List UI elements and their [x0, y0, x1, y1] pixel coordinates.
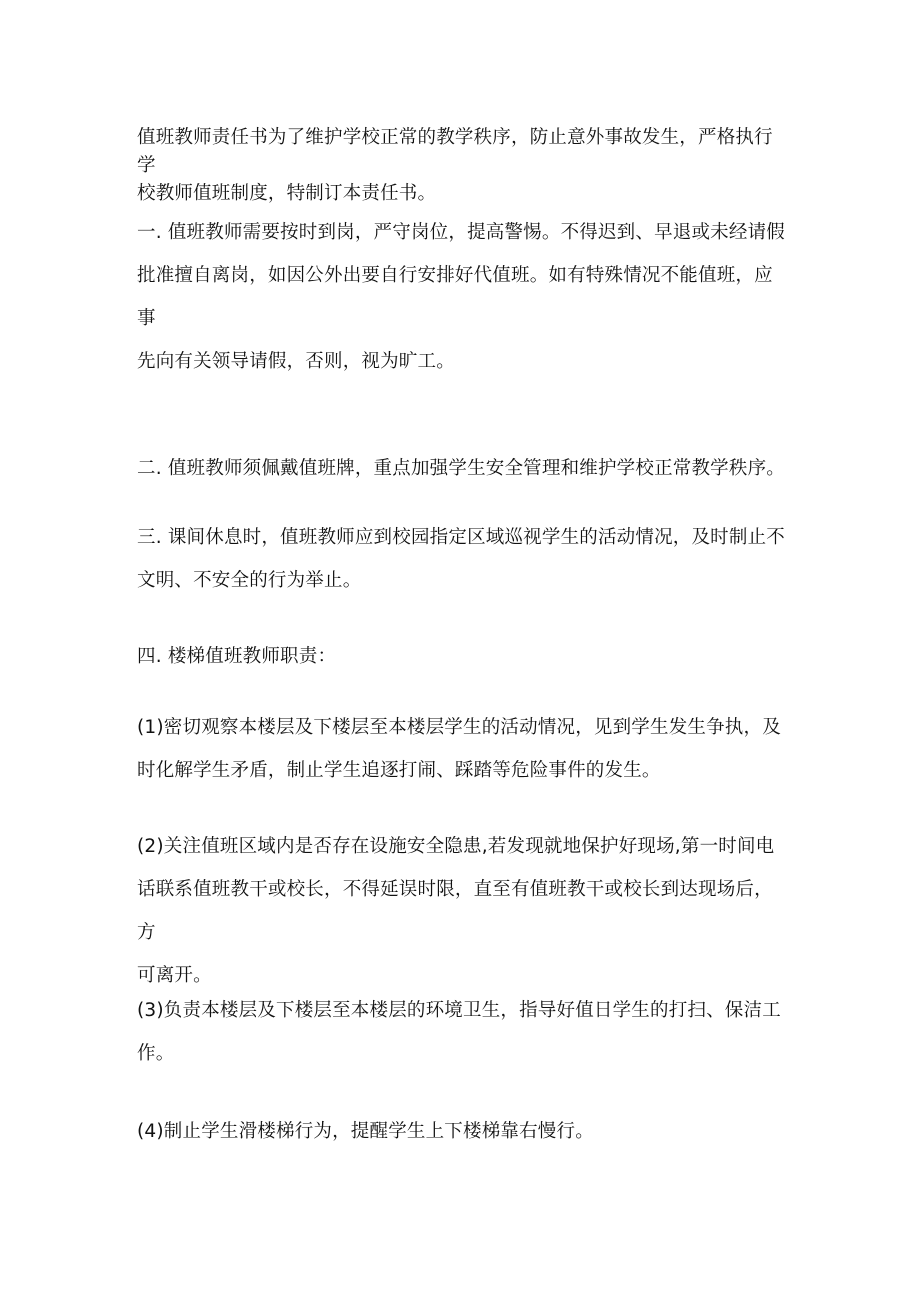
sub-item-2-paragraph: (2)关注值班区域内是否存在设施安全隐患,若发现就地保护好现场,第一时间电 话联系值班教干或校长，不得延误时限，直至有值班教干或校长到达现场后，方 可离开。 [137, 836, 775, 986]
sub-item-1-paragraph: (1)密切观察本楼层及下楼层至本楼层学生的活动情况，见到学生发生争执，及 时化解学生矛盾，制止学生追逐打闹、踩踏等危险事件的发生。 [137, 717, 781, 781]
sub-item-4-paragraph: (4)制止学生滑楼梯行为，提醒学生上下楼梯靠右慢行。 [137, 1121, 594, 1142]
sub-item-3-paragraph: (3)负责本楼层及下楼层至本楼层的环境卫生，指导好值日学生的打扫、保洁工 作。 [137, 1000, 781, 1064]
intro-paragraph: 值班教师责任书为了维护学校正常的教学秩序，防止意外事故发生，严格执行学 校教师值班制度，特制订本责任书。 [137, 127, 773, 204]
item-4-heading: 四. 楼梯值班教师职责： [137, 646, 337, 667]
item-1-paragraph: 一. 值班教师需要按时到岗，严守岗位，提高警惕。不得迟到、早退或未经请假 批准擅自离岗，如因公外出要自行安排好代值班。如有特殊情况不能值班，应事 先向有关领导请假，否则，视为旷工。 [137, 222, 785, 372]
item-2-paragraph: 二. 值班教师须佩戴值班牌，重点加强学生安全管理和维护学校正常教学秩序。 [137, 458, 785, 479]
item-3-paragraph: 三. 课间休息时，值班教师应到校园指定区域巡视学生的活动情况，及时制止不 文明、不安全的行为举止。 [137, 527, 785, 591]
